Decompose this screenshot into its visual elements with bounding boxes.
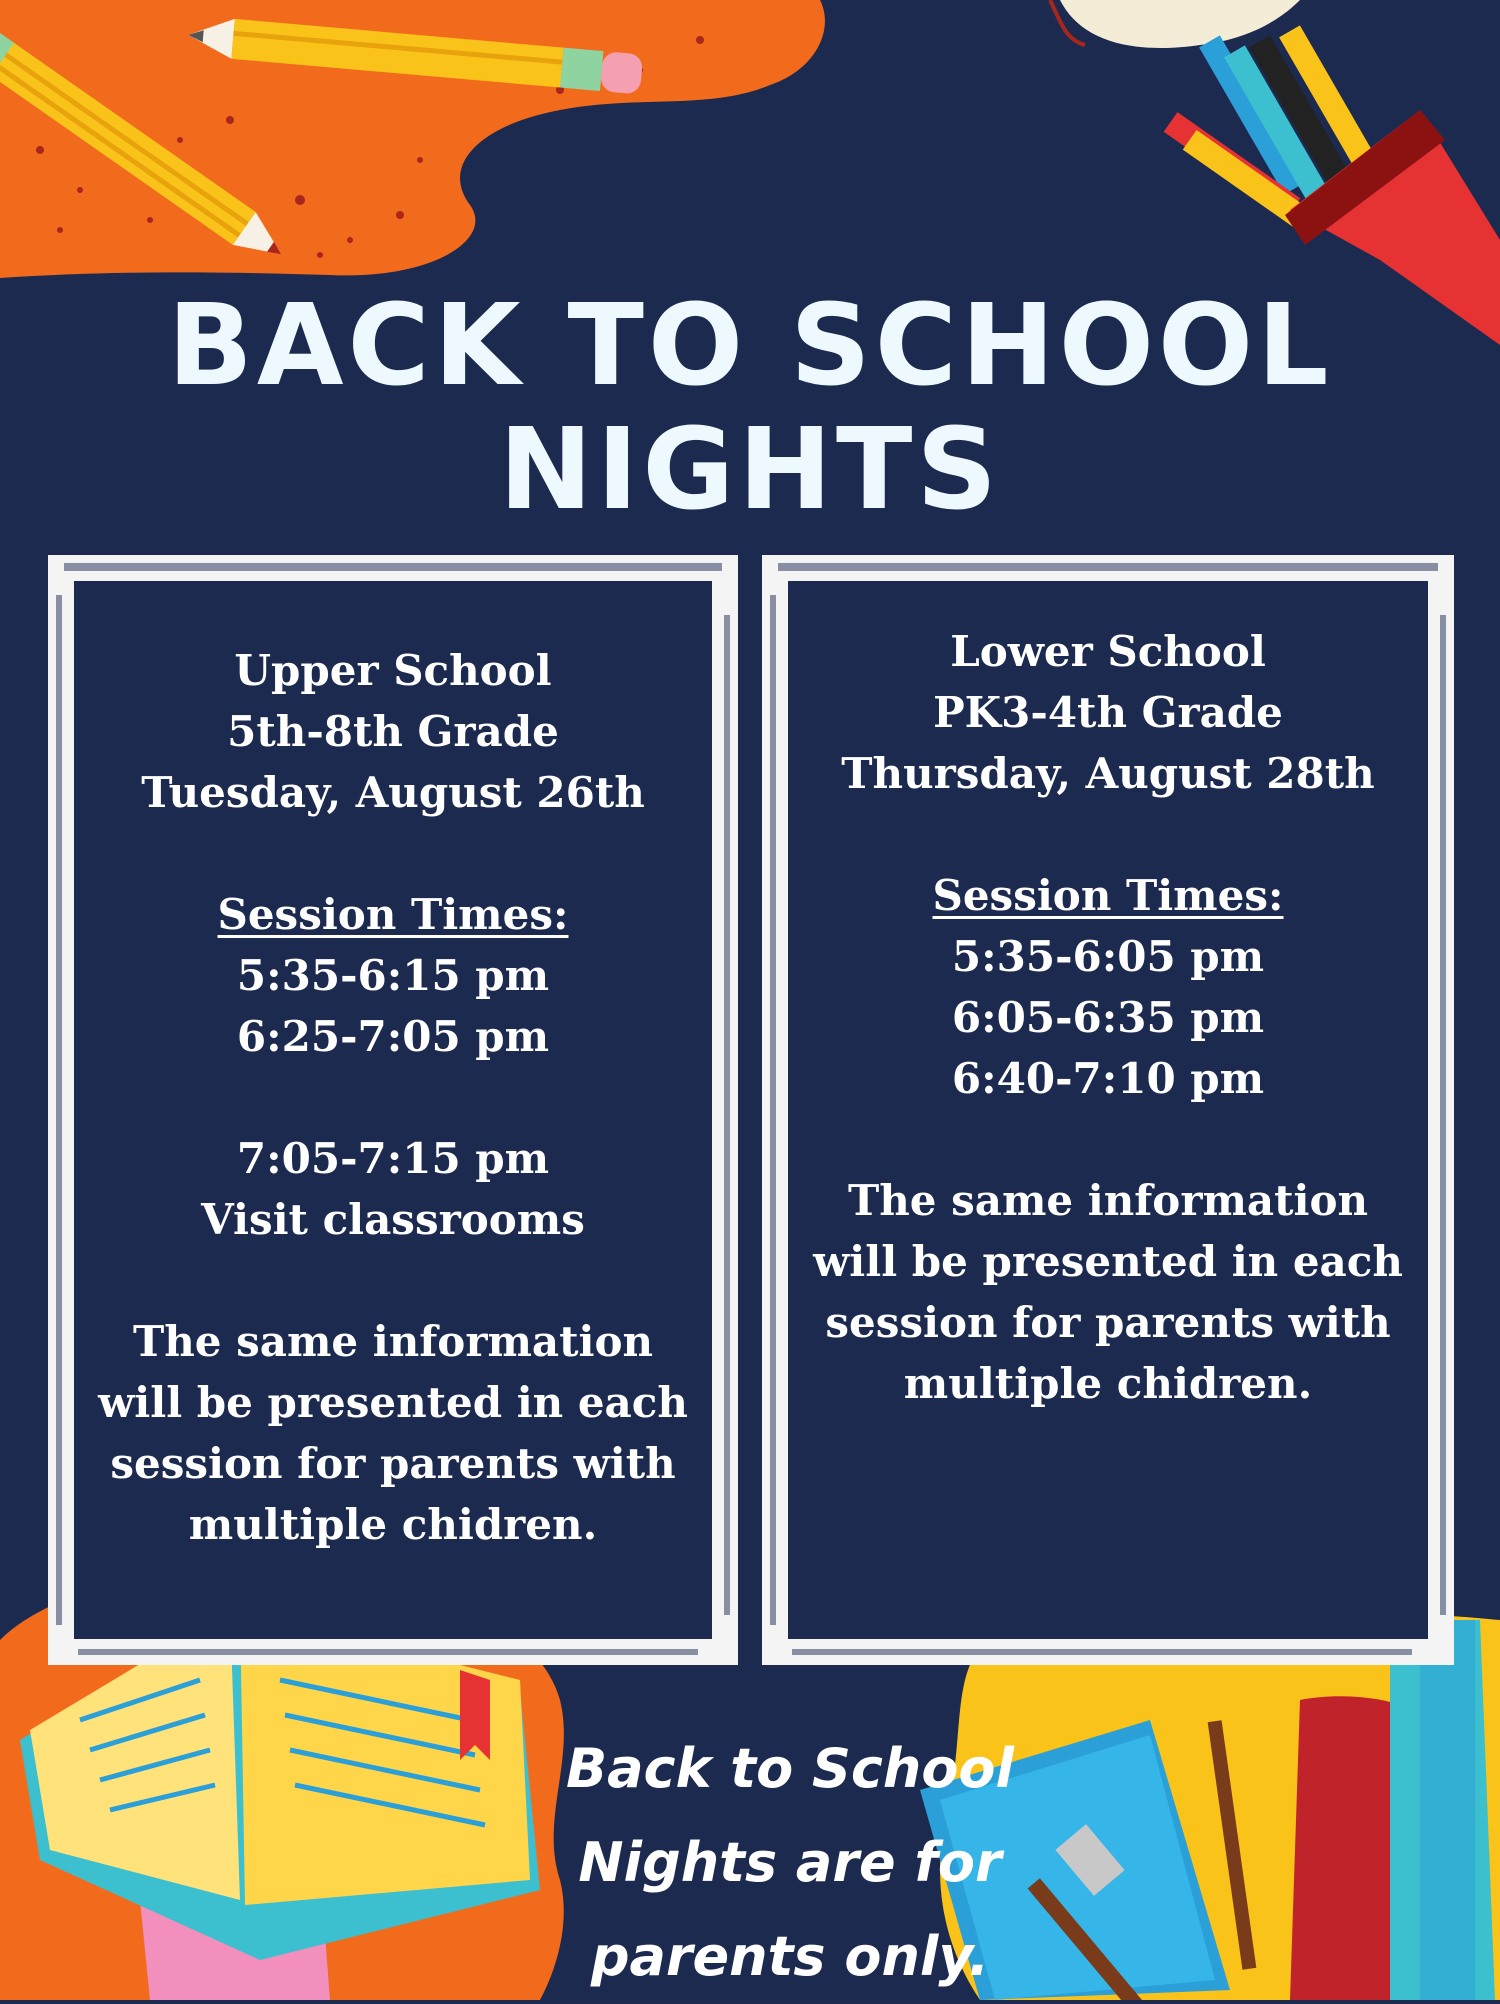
lower-note-line: The same information — [847, 1176, 1369, 1225]
upper-note-line: The same information — [132, 1317, 654, 1366]
parents-only-note — [540, 1722, 1040, 2004]
upper-visit-label: Visit classrooms — [201, 1195, 585, 1244]
parents-only-note-line: Nights are for — [578, 1831, 1002, 1894]
upper-school-panel — [48, 555, 738, 1665]
upper-note-line: session for parents with — [110, 1439, 676, 1488]
upper-school-content — [48, 640, 738, 1555]
parents-only-note-line: parents only. — [590, 1925, 990, 1988]
lower-session-time: 6:05-6:35 pm — [951, 993, 1265, 1042]
upper-session-time: 5:35-6:15 pm — [236, 951, 550, 1000]
lower-school-content — [762, 621, 1454, 1414]
lower-note-line: will be presented in each — [813, 1237, 1403, 1286]
lower-school-date: Thursday, August 28th — [841, 749, 1375, 798]
upper-note-line: will be presented in each — [98, 1378, 688, 1427]
upper-session-time: 6:25-7:05 pm — [236, 1012, 550, 1061]
upper-school-date: Tuesday, August 26th — [141, 768, 645, 817]
lower-school-panel — [762, 555, 1454, 1665]
upper-school-grades: 5th-8th Grade — [227, 707, 559, 756]
upper-school-name: Upper School — [234, 646, 552, 695]
lower-note-line: multiple chidren. — [903, 1359, 1313, 1408]
parents-only-note-line: Back to School — [565, 1737, 1015, 1800]
lower-session-time: 5:35-6:05 pm — [951, 932, 1265, 981]
lower-school-name: Lower School — [950, 627, 1266, 676]
upper-visit-time: 7:05-7:15 pm — [236, 1134, 550, 1183]
page-title-line-2: NIGHTS — [498, 405, 1002, 535]
upper-session-label: Session Times: — [217, 890, 569, 939]
lower-note-line: session for parents with — [825, 1298, 1391, 1347]
lower-school-grades: PK3-4th Grade — [933, 688, 1283, 737]
lower-session-label: Session Times: — [932, 871, 1284, 920]
page-title-line-1: BACK TO SCHOOL — [167, 281, 1333, 411]
upper-note-line: multiple chidren. — [188, 1500, 598, 1549]
lower-session-time: 6:40-7:10 pm — [951, 1054, 1265, 1103]
